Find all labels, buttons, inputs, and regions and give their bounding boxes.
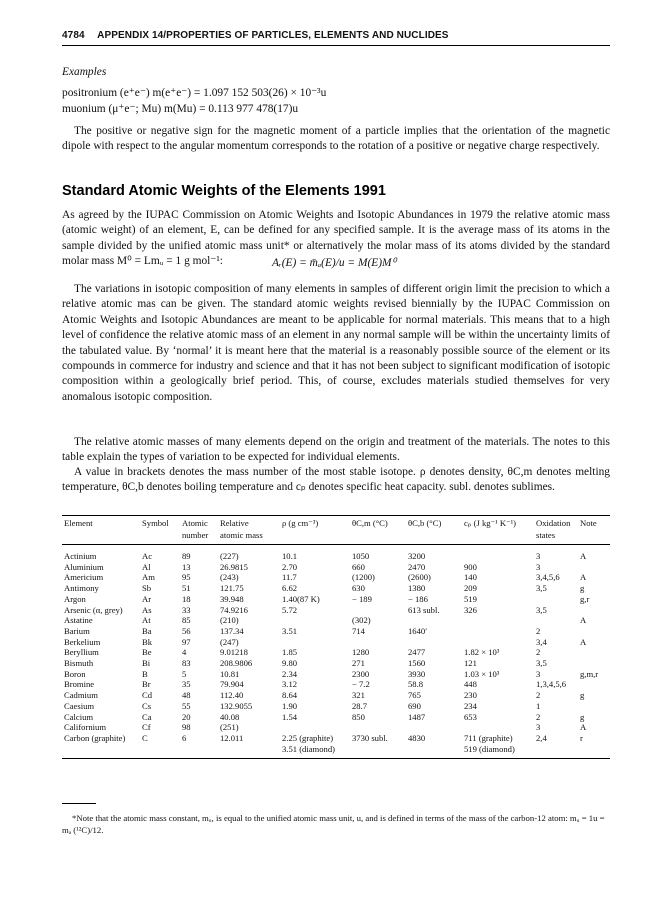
table-cell: 2 (536, 625, 541, 636)
table-cell: 58.8 (408, 679, 424, 690)
table-cell: − 189 (352, 593, 372, 604)
table-cell: Caesium (64, 700, 95, 711)
table-cell (350, 637, 406, 648)
table-cell: 3,4 (536, 636, 547, 647)
table-cell: g (580, 690, 585, 701)
table-cell: Br (142, 679, 151, 690)
table-cell (534, 615, 578, 626)
table-cell: 711 (graphite) 519 (diamond) (462, 733, 534, 759)
footnote-rule (62, 803, 96, 804)
table-cell: 230 (464, 690, 477, 701)
table-cell: 660 (352, 561, 365, 572)
table-cell: 850 (352, 711, 365, 722)
table-cell: 2.70 (282, 561, 298, 572)
table-cell: 5 (182, 668, 187, 679)
table-cell: Boron (64, 668, 86, 679)
table-cell (406, 722, 462, 733)
table-cell: 3,5 (536, 658, 547, 669)
table-cell: Arsenic (α, grey) (64, 604, 123, 615)
table-cell: 1.40(87 K) (282, 593, 320, 604)
table-cell: 112.40 (220, 690, 244, 701)
table-cell: 3 (536, 561, 541, 572)
table-cell: 35 (182, 679, 191, 690)
table-row (62, 669, 610, 680)
table-cell: 321 (352, 690, 365, 701)
table-cell: (227) (220, 551, 239, 561)
table-cell: 1 (536, 700, 541, 711)
table-cell: 326 (464, 604, 477, 615)
table-row (62, 594, 610, 605)
table-cell: 2.34 (282, 668, 298, 679)
table-cell (350, 722, 406, 733)
table-cell: (1200) (352, 572, 375, 583)
table-cell: 9.80 (282, 658, 298, 669)
table-cell: 3,5 (536, 604, 547, 615)
table-cell: 39.948 (220, 593, 244, 604)
table-cell: 1.54 (282, 711, 298, 722)
table-cell: 33 (182, 604, 191, 615)
brackets-paragraph: A value in brackets denotes the mass number of the most stable isotope. ρ denotes density, θC,m denotes melting temperature, θC,b denotes boiling temperature and cₚ denotes specific heat capacity. subl. denotes sublimes. (62, 466, 610, 494)
table-cell: 1.03 × 10³ (464, 668, 500, 679)
table-row (62, 647, 610, 658)
table-cell: Ar (142, 593, 152, 604)
table-cell: Ca (142, 711, 152, 722)
table-cell: g,m,r (580, 668, 599, 679)
table-cell (578, 658, 610, 669)
table-cell: 3730 subl. (350, 733, 406, 759)
magnetic-moment-paragraph: The positive or negative sign for the magnetic moment of a particle implies that the orientation of the magnetic dipole with respect to the angular momentum corresponds to the rotation of a positive or negative charge respectively. (62, 125, 610, 153)
table-body (62, 545, 610, 759)
table-cell: 448 (464, 679, 477, 690)
table-cell (578, 647, 610, 658)
intro-paragraph: As agreed by the IUPAC Commission on Atomic Weights and Isotopic Abundances in 1979 the relative atomic mass (atomic weight) of an element, E, can be defined for any specified sample. It is the average mass of its atoms in the sample divided by the unified atomic mass unit* or alternatively the molar mass of its atoms divided by the standard molar mass M⁰ = Lmᵤ = 1 g mol⁻¹: (62, 209, 610, 268)
table-cell: 137.34 (220, 625, 244, 636)
table-cell: Bromine (64, 679, 95, 690)
table-cell: 3,4,5,6 (536, 572, 560, 583)
table-cell: 2 (536, 711, 541, 722)
table-cell: 3.51 (282, 625, 298, 636)
table-cell: Californium (64, 722, 107, 733)
table-row (62, 690, 610, 701)
variations-paragraph: The variations in isotopic composition of many elements in samples of different origin limit the precision to which a relative atomic mas can be given. The standard atomic weights revised biennially by the IUPAC Commission on Atomic Weights and Isotopic Abundances are meant to be applicable for normal materials. This means that to a high level of confidence the relative atomic mass of an element in any normal sample will be within the uncertainty limits of the tabulated value. By ‘normal’ it is meant here that the material is a reasonably possible source of the element or its compounds in commerce for industry and science and that it has not been subject to significant modification of isotopic composition within a geologically brief period. This, of course, excludes materials studied themselves for very anomalous isotopic composition. (62, 283, 610, 403)
table-cell: 209 (464, 583, 477, 594)
table-cell: 690 (408, 700, 421, 711)
table-cell (280, 637, 350, 648)
table-cell: 2 (536, 690, 541, 701)
table-cell: 48 (182, 690, 191, 701)
table-cell: 2477 (408, 647, 426, 658)
table-cell: Am (142, 572, 155, 583)
table-cell: 1487 (408, 711, 426, 722)
table-cell: 1050 (352, 551, 370, 561)
col-header-boiling: θC,b (°C) (406, 516, 462, 545)
table-cell: 3200 (408, 551, 426, 561)
table-row (62, 722, 610, 733)
table-header-row (62, 516, 610, 545)
table-cell: 271 (352, 658, 365, 669)
table-cell: 1560 (408, 658, 426, 669)
example-muonium: muonium (μ⁺e⁻; Mu) m(Mu) = 0.113 977 478(17)u (62, 103, 299, 115)
table-cell: g (580, 711, 585, 722)
section-heading: Standard Atomic Weights of the Elements 1991 (62, 183, 386, 199)
table-cell: Bismuth (64, 658, 94, 669)
col-header-atomic-number: Atomic number (180, 516, 218, 545)
table-cell: C (140, 733, 180, 759)
table-cell: 2470 (408, 561, 426, 572)
table-cell: 140 (464, 572, 477, 583)
table-cell (578, 626, 610, 637)
table-cell: 3 (536, 722, 541, 733)
table-row (62, 701, 610, 712)
table-cell: 121.75 (220, 583, 244, 594)
table-cell: (251) (220, 722, 239, 733)
table-cell: 3 (536, 551, 541, 561)
table-cell: Calcium (64, 711, 94, 722)
table-cell: (247) (220, 636, 239, 647)
table-cell: 95 (182, 572, 191, 583)
table-cell: 12.011 (218, 733, 280, 759)
table-cell: 6.62 (282, 583, 298, 594)
table-cell: 1380 (408, 583, 426, 594)
table-cell: 132.9055 (220, 700, 253, 711)
table-cell: 89 (182, 551, 191, 561)
table-cell: Carbon (graphite) (62, 733, 140, 759)
table-cell: 2,4 (534, 733, 578, 759)
table-cell: A (580, 572, 587, 583)
table-row (62, 733, 610, 759)
table-cell: Barium (64, 625, 90, 636)
table-cell: 6 (180, 733, 218, 759)
page-number: 4784 (62, 30, 85, 41)
table-cell: (210) (220, 615, 239, 626)
table-cell (462, 637, 534, 648)
table-cell: Argon (64, 593, 86, 604)
col-header-density: ρ (g cm⁻³) (280, 516, 350, 545)
table-cell: 9.01218 (220, 647, 248, 658)
table-row (62, 637, 610, 648)
col-header-relative-mass: Relative atomic mass (218, 516, 280, 545)
table-cell: 13 (182, 561, 191, 572)
example-positronium: positronium (e⁺e⁻) m(e⁺e⁻) = 1.097 152 503(26) × 10⁻³u (62, 87, 327, 99)
table-cell: Sb (142, 583, 152, 594)
table-cell: Astatine (64, 615, 93, 626)
atomic-weights-table (62, 515, 610, 759)
table-cell: 56 (182, 625, 191, 636)
table-row (62, 626, 610, 637)
table-cell: Cd (142, 690, 153, 701)
table-cell: 10.81 (220, 668, 240, 679)
table-cell: 3.12 (282, 679, 298, 690)
table-cell: A (580, 615, 587, 626)
table-cell: (243) (220, 572, 239, 583)
table-cell: 630 (352, 583, 365, 594)
table-cell: 1.90 (282, 700, 298, 711)
table-cell: 18 (182, 593, 191, 604)
table-cell: r (578, 733, 610, 759)
col-header-element: Element (62, 516, 140, 545)
table-row (62, 615, 610, 626)
table-cell: Ba (142, 625, 152, 636)
col-header-heat-capacity: cₚ (J kg⁻¹ K⁻¹) (462, 516, 534, 545)
table-cell: 97 (182, 636, 191, 647)
table-row (62, 572, 610, 583)
table-cell: 51 (182, 583, 191, 594)
table-cell: 1280 (352, 647, 370, 658)
table-cell: 653 (464, 711, 477, 722)
table-cell: 714 (352, 625, 365, 636)
table-cell: 11.7 (282, 572, 297, 583)
table-cell: 613 subl. (408, 604, 440, 615)
table-row (62, 605, 610, 616)
table-cell: 1.85 (282, 647, 298, 658)
table-cell: Berkelium (64, 636, 101, 647)
table-cell: A (580, 722, 587, 733)
table-cell: 234 (464, 700, 477, 711)
table-cell: 2300 (352, 668, 370, 679)
table-cell (462, 626, 534, 637)
table-cell (280, 722, 350, 733)
table-cell: 1,3,4,5,6 (536, 679, 567, 690)
table-cell (578, 562, 610, 573)
table-cell (406, 637, 462, 648)
table-cell: 121 (464, 658, 477, 669)
table-cell: 55 (182, 700, 191, 711)
table-cell: 74.9216 (220, 604, 248, 615)
table-cell: Beryllium (64, 647, 99, 658)
table-cell: As (142, 604, 152, 615)
running-title: APPENDIX 14/PROPERTIES OF PARTICLES, ELEMENTS AND NUCLIDES (97, 30, 449, 41)
table-cell: 28.7 (352, 700, 368, 711)
table-cell: Be (142, 647, 152, 658)
table-cell: 85 (182, 615, 191, 626)
table-cell: 1.82 × 10³ (464, 647, 500, 658)
table-cell (578, 679, 610, 690)
table-cell: 8.64 (282, 690, 298, 701)
table-cell (462, 615, 534, 626)
table-row (62, 712, 610, 723)
table-cell: Aluminium (64, 561, 104, 572)
table-cell: 3930 (408, 668, 426, 679)
table-row (62, 679, 610, 690)
table-cell: 519 (464, 593, 477, 604)
table-cell: Al (142, 561, 151, 572)
atomic-weight-equation: Aᵣ(E) = m̄ₐ(E)/u = M(E)M⁰ (271, 257, 397, 269)
table-cell: Cadmium (64, 690, 98, 701)
table-cell: Ac (142, 551, 153, 561)
table-cell: 765 (408, 690, 421, 701)
table-cell: Bk (142, 636, 153, 647)
table-cell: 900 (464, 561, 477, 572)
table-cell: At (142, 615, 151, 626)
running-header (62, 30, 610, 41)
table-cell: A (580, 636, 587, 647)
table-cell (280, 615, 350, 626)
table-cell: 2 (536, 647, 541, 658)
col-header-melting: θC,m (°C) (350, 516, 406, 545)
table-cell (578, 605, 610, 616)
table-cell: Antimony (64, 583, 99, 594)
table-cell: − 186 (408, 593, 428, 604)
table-row (62, 562, 610, 573)
table-cell: Bi (142, 658, 151, 669)
table-cell: g (580, 583, 585, 594)
header-rule (62, 45, 610, 46)
table-cell: 2.25 (graphite) 3.51 (diamond) (280, 733, 350, 759)
footnote: *Note that the atomic mass constant, mᵤ, is equal to the unified atomic mass unit, u, and is defined in terms of the mass of the carbon-12 atom: mᵤ = 1u = mₐ (¹²C)/12. (62, 813, 605, 835)
table-cell (350, 605, 406, 616)
table-cell: 98 (182, 722, 191, 733)
table-cell: 10.1 (282, 551, 298, 561)
table-cell: B (142, 668, 148, 679)
table-cell: 4 (182, 647, 187, 658)
table-cell: 83 (182, 658, 191, 669)
table-cell: Actinium (64, 551, 97, 561)
examples-title: Examples (62, 66, 107, 78)
table-cell: Americium (64, 572, 104, 583)
table-cell: 26.9815 (220, 561, 248, 572)
table-cell: g,r (580, 593, 590, 604)
col-header-note: Note (578, 516, 610, 545)
table-cell: (302) (352, 615, 371, 626)
table-cell: A (580, 551, 587, 561)
table-cell: 79.904 (220, 679, 244, 690)
col-header-oxidation: Oxidation states (534, 516, 578, 545)
table-cell (462, 545, 534, 562)
table-cell: Cs (142, 700, 152, 711)
table-cell: 3,5 (536, 583, 547, 594)
table-cell (534, 594, 578, 605)
table-cell: 4830 (406, 733, 462, 759)
table-cell (406, 615, 462, 626)
table-cell: 20 (182, 711, 191, 722)
notes-paragraph: The relative atomic masses of many elements depend on the origin and treatment of the materials. The notes to this table explain the types of variation to be expected for individual elements. (62, 436, 610, 464)
table-cell: 208.9806 (220, 658, 253, 669)
table-row (62, 583, 610, 594)
table-cell (578, 701, 610, 712)
table-cell: 3 (536, 668, 541, 679)
table-cell (462, 722, 534, 733)
table-cell: Cf (142, 722, 151, 733)
table-cell: 1640ʹ (408, 625, 428, 636)
table-cell: (2600) (408, 572, 431, 583)
table-row (62, 545, 610, 562)
table-cell: 5.72 (282, 604, 298, 615)
table-cell: − 7.2 (352, 679, 370, 690)
table-cell: 40.08 (220, 711, 240, 722)
col-header-symbol: Symbol (140, 516, 180, 545)
table-row (62, 658, 610, 669)
